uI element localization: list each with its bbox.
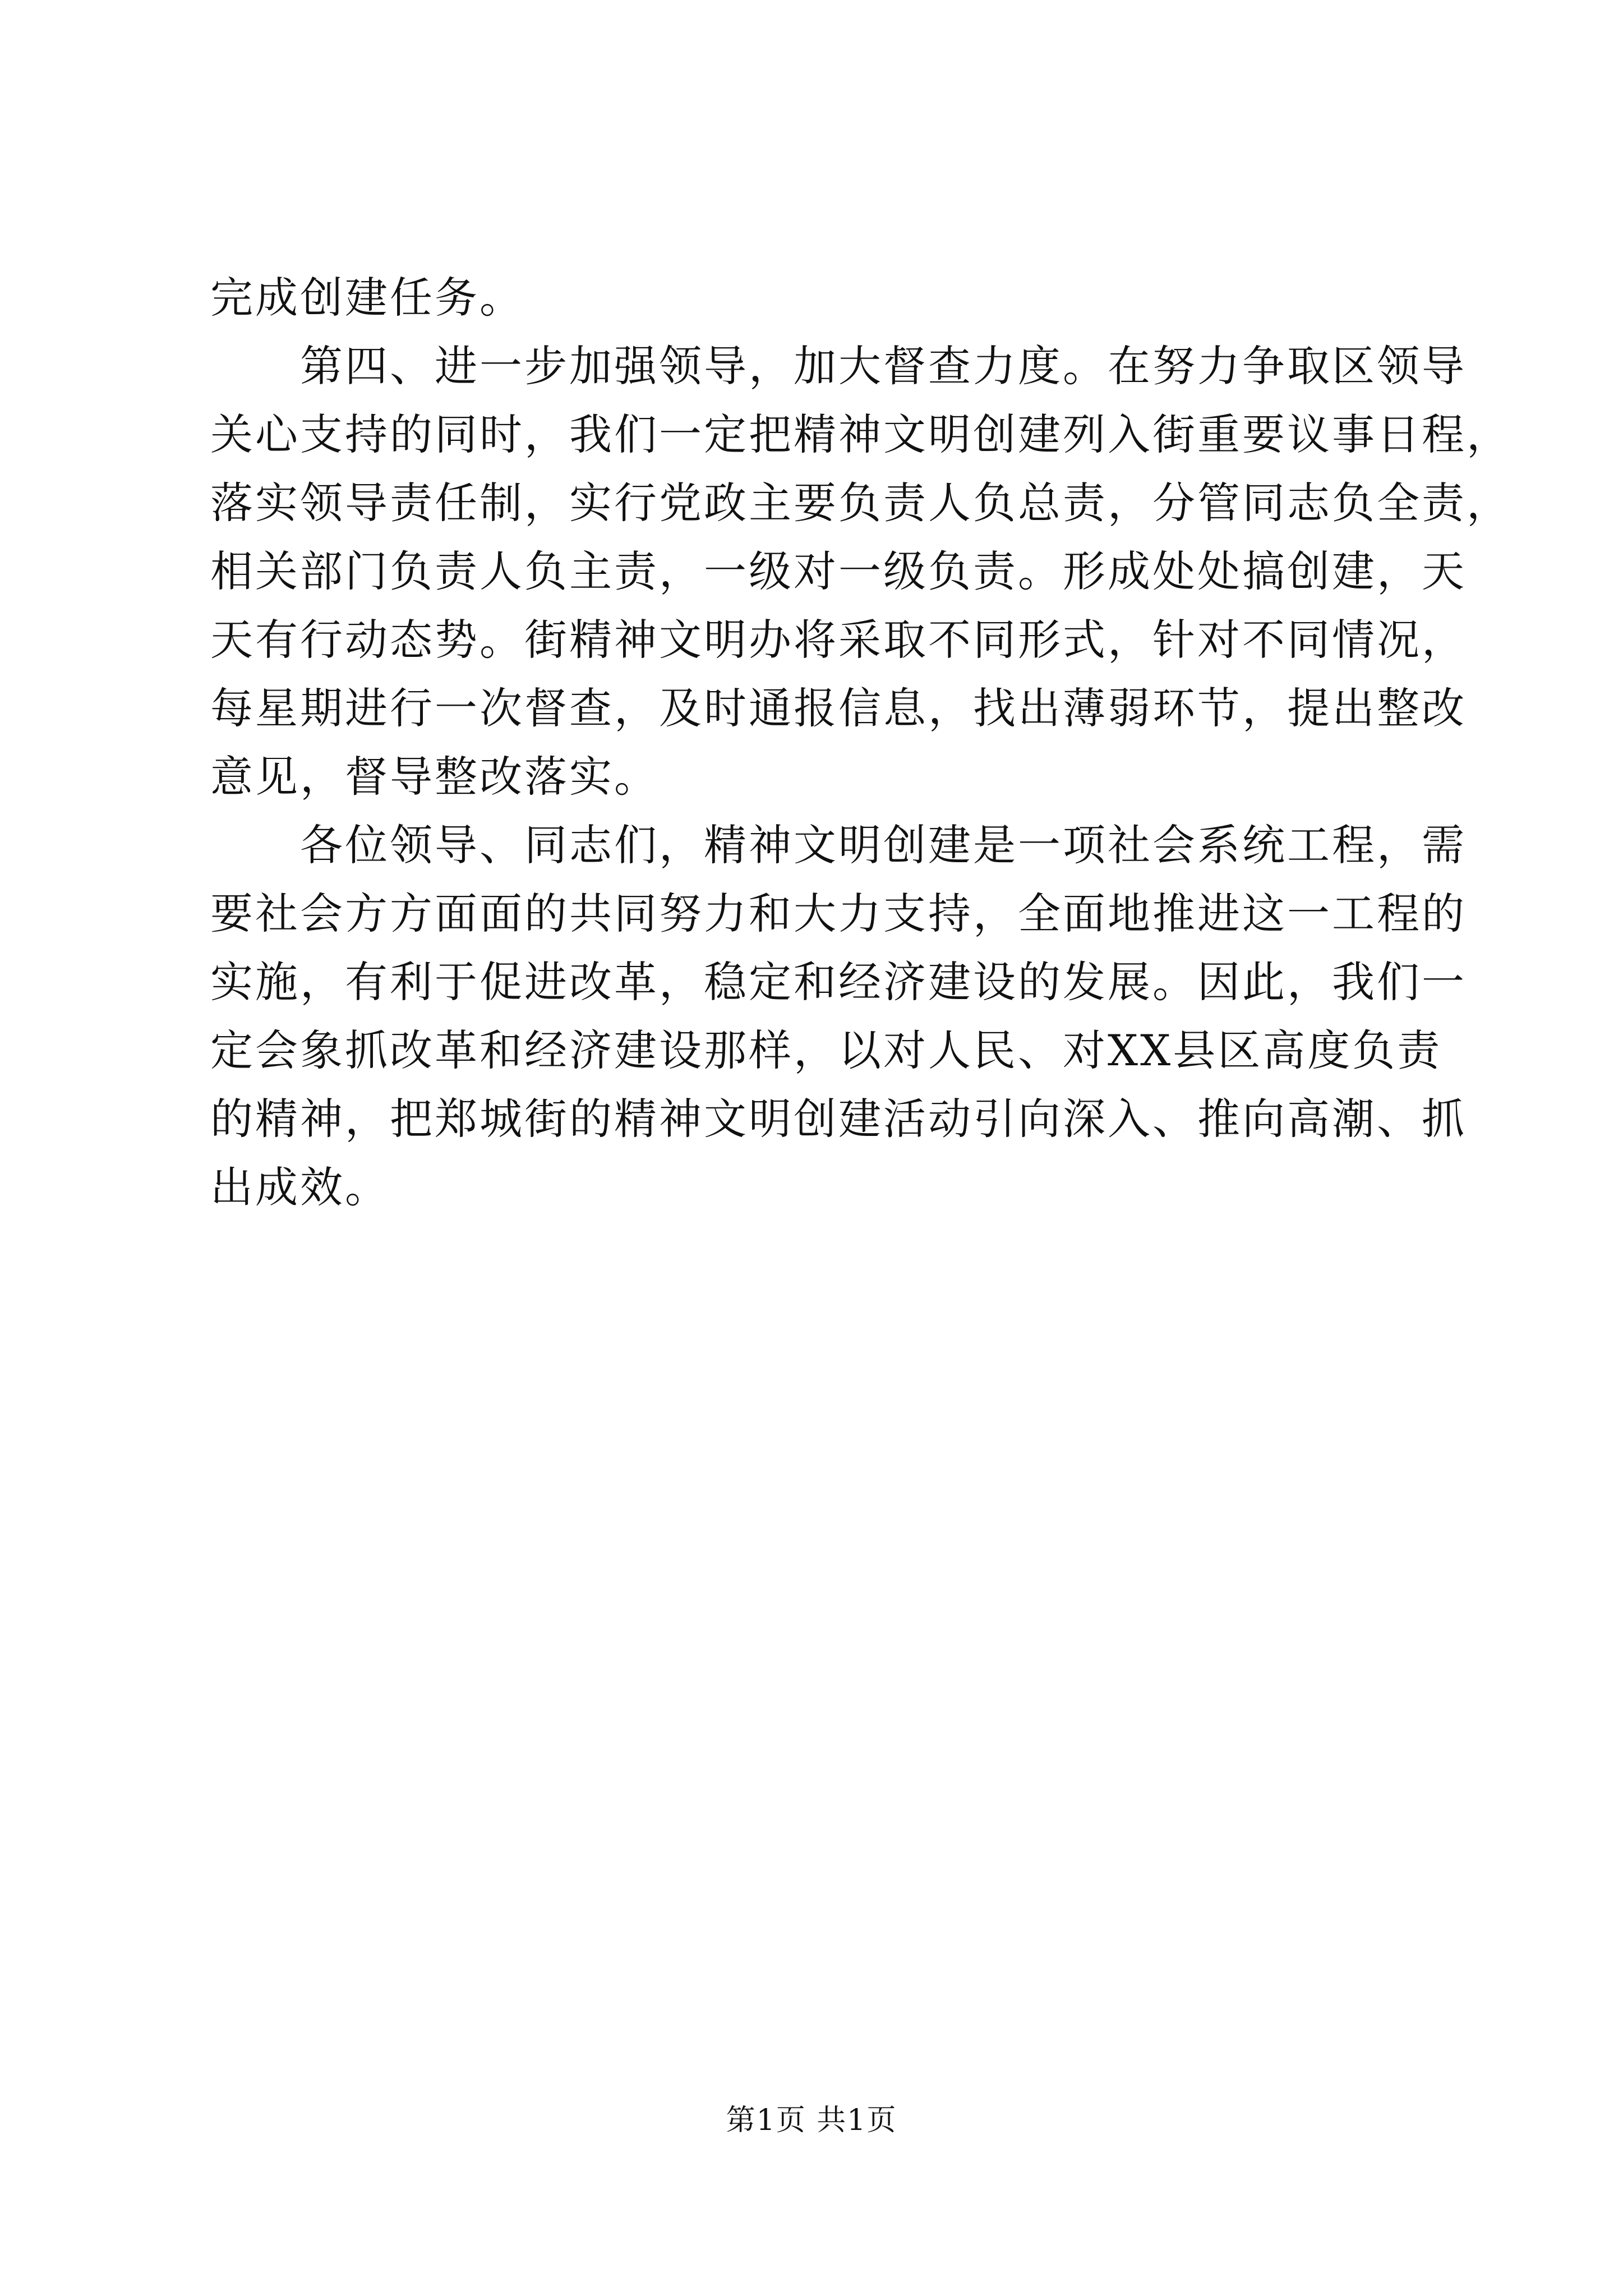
text-line: 各位领导、同志们，精神文明创建是一项社会系统工程，需 (210, 820, 1467, 870)
text-line: 天有行动态势。街精神文明办将采取不同形式，针对不同情况， (210, 615, 1467, 665)
text-line: 第四、进一步加强领导，加大督查力度。在努力争取区领导 (210, 341, 1467, 391)
document-body (210, 264, 1511, 1222)
text-line: 落实领导责任制，实行党政主要负责人负总责，分管同志负全责， (210, 478, 1511, 528)
text-line: 意见，督导整改落实。 (210, 752, 659, 802)
text-line: 完成创建任务。 (210, 273, 524, 323)
page-number-footer: 第1页 共1页 (726, 2104, 897, 2137)
text-line: 每星期进行一次督查，及时通报信息，找出薄弱环节，提出整改 (210, 683, 1467, 733)
text-line: 相关部门负责人负主责，一级对一级负责。形成处处搞创建，天 (210, 546, 1467, 596)
text-line: 实施，有利于促进改革，稳定和经济建设的发展。因此，我们一 (210, 957, 1467, 1007)
text-line: 定会象抓改革和经济建设那样，以对人民、对XX县区高度负责 (210, 1025, 1442, 1075)
text-line: 出成效。 (210, 1162, 390, 1212)
text-line: 的精神，把郑城街的精神文明创建活动引向深入、推向高潮、抓 (210, 1094, 1467, 1144)
text-line: 关心支持的同时，我们一定把精神文明创建列入街重要议事日程， (210, 409, 1511, 459)
text-line: 要社会方方面面的共同努力和大力支持，全面地推进这一工程的 (210, 889, 1467, 938)
